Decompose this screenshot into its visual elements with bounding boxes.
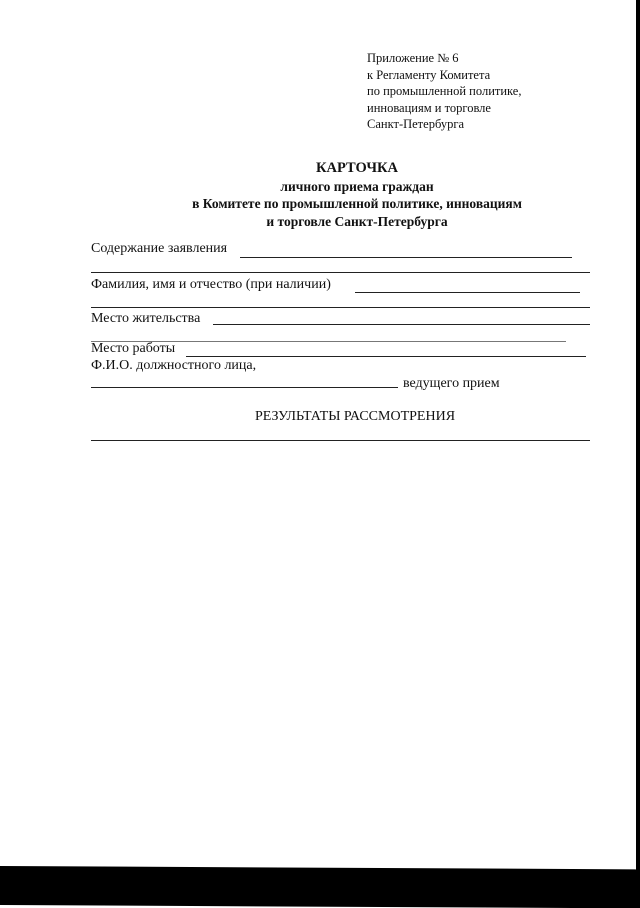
scan-border-right bbox=[636, 0, 640, 905]
title-main: КАРТОЧКА bbox=[315, 160, 399, 176]
appendix-line: Санкт-Петербурга bbox=[367, 117, 465, 132]
document-title bbox=[0, 160, 640, 230]
title-line: и торговле Санкт-Петербурга bbox=[266, 213, 448, 229]
official-label: Ф.И.О. должностного лица, bbox=[91, 358, 257, 373]
work-field[interactable] bbox=[186, 356, 586, 357]
appendix-note bbox=[367, 50, 521, 133]
statement-field-line-2[interactable] bbox=[91, 272, 590, 273]
work-label: Место работы bbox=[91, 341, 176, 356]
appendix-line: инновациям и торговле bbox=[367, 100, 491, 115]
name-field[interactable] bbox=[355, 292, 580, 293]
title-line: личного приема граждан bbox=[280, 178, 434, 194]
title-line: в Комитете по промышленной политике, инновациям bbox=[192, 196, 522, 211]
residence-field[interactable] bbox=[213, 324, 590, 325]
name-field-line-2[interactable] bbox=[91, 307, 590, 308]
appendix-line: Приложение № 6 bbox=[367, 51, 459, 65]
results-heading: РЕЗУЛЬТАТЫ РАССМОТРЕНИЯ bbox=[254, 409, 456, 424]
statement-field[interactable] bbox=[240, 257, 572, 258]
residence-label: Место жительства bbox=[91, 311, 201, 326]
appendix-line: по промышленной политике, bbox=[367, 84, 522, 99]
appendix-line: к Регламенту Комитета bbox=[367, 67, 491, 82]
scan-border-bottom bbox=[0, 866, 640, 908]
statement-label: Содержание заявления bbox=[91, 241, 228, 256]
results-field[interactable] bbox=[91, 440, 590, 441]
official-suffix: ведущего прием bbox=[403, 376, 500, 391]
official-field[interactable] bbox=[91, 387, 398, 388]
name-label: Фамилия, имя и отчество (при наличии) bbox=[91, 277, 331, 292]
